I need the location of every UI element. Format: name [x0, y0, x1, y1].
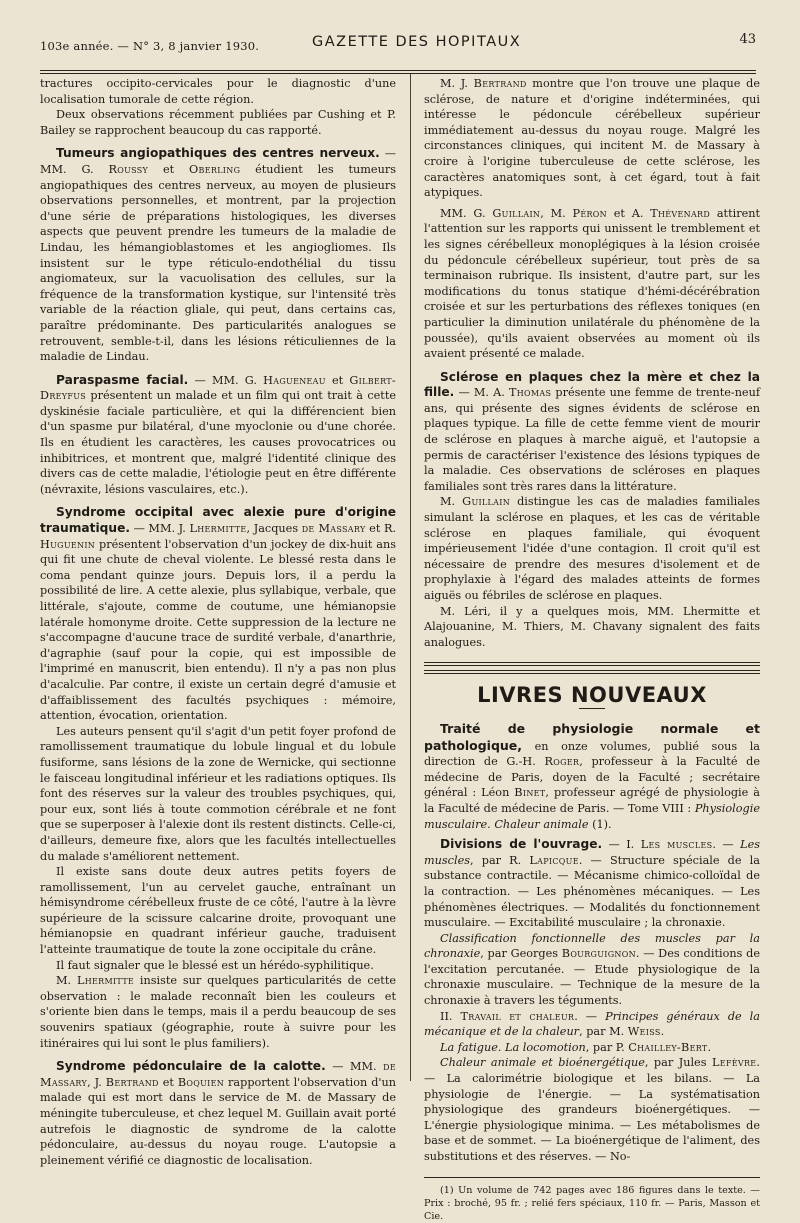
- paragraph: tractures occipito-cervicales pour le diagnostic d'une localisation tumorale de cette région.: [40, 77, 396, 106]
- paragraph: M. Lhermitte insiste sur quelques particularités de cette observation : le malade reconnaît bien les couleurs et s'oriente bien dans le temps, mais il a perdu beaucoup de ses souvenirs spatiaux (géographie, route à suivre pour les itinéraires qui lui sont le plus familiers).: [40, 974, 397, 1050]
- section-divider: [424, 662, 760, 674]
- author-name: Bertrand: [473, 77, 527, 90]
- column-divider: [410, 74, 411, 1081]
- author-name: Roger: [544, 755, 580, 769]
- footnote-rule: [424, 1177, 760, 1178]
- author-name: Huguenin: [40, 537, 96, 551]
- paragraph: Chaleur animale et bioénergétique, par Jules Lefèvre. — La calorimétrie biologique et les bilans. — La physiologie de l'énergie. — La systématisation physiologique des grandeurs bioénergétiques. — L'énergie physiologique minima. — Les métabolismes de base et de sommet. — La bioénergétique de l'aliment, des substitutions et des réserves. — No-: [424, 1056, 760, 1163]
- author-name: Lapicque: [529, 853, 579, 867]
- book-title: Traité de physiologie normale et pathologique,: [424, 720, 760, 753]
- section-syndrome-pedonculaire: Syndrome pédonculaire de la calotte. — MM. de Massary, J. Bertrand et Boquien rapportent l'observation d'un malade qui est mort dans le service de M. de Massary de méningite tuberculeuse, et chez lequel M. Guillain avait porté autrefois le diagnostic de syndrome de la calotte pédonculaire, au-dessus du noyau rouge. L'autopsie a pleinement vérifié ce diagnostic de localisation.: [40, 1059, 397, 1167]
- author-name: Hagueneau: [263, 373, 326, 387]
- author-name: Chailley-Bert: [628, 1040, 708, 1054]
- divisions-paragraph: Divisions de l'ouvrage. — I. Les muscles. — Les muscles, par R. Lapicque. — Structure spéciale de la substance contractile. — Mécanisme chimico-colloïdal de la contraction. — Les phénomènes mécaniques. — Les phénomènes électriques. — Modalités du fonctionnement musculaire. — Excitabilité musculaire ; la chronaxie.: [424, 837, 760, 930]
- author-name: Bertrand: [105, 1075, 159, 1089]
- author-name: Guillain: [492, 206, 541, 220]
- paragraph: La fatigue. La locomotion, par P. Chailley-Bert.: [440, 1040, 712, 1054]
- author-name: Binet: [514, 786, 546, 800]
- author-name: Péron: [572, 206, 607, 220]
- paragraph: MM. G. Guillain, M. Péron et A. Thévenard attirent l'attention sur les rapports qui unissent le tremblement et les signes cérébelleux monoplégiques à la lésion croisée du pédoncule cérébelleux supérieur, tout près de sa terminaison rubrique. Ils insistent, d'autre part, sur les modifications du tonus statique d'hémi-décérébration croisée et sur les perturbations des réflexes toniques (en particulier la diminution unilatérale du phénomène de la poussée), qu'ils avaient observées au moment où ils avaient présenté ce malade.: [424, 206, 760, 361]
- author-name: Guillain: [462, 495, 511, 509]
- section-heading: Sclérose en plaques chez la mère et chez la fille.: [424, 369, 760, 400]
- paragraph: Il existe sans doute deux autres petits foyers de ramollissement, l'un au cervelet gauche, entraînant un hémisyndrome cérébelleux fruste de ce côté, l'autre à la lèvre supérieure de la scissure calcarine droite, provoquant une hémianopsie en quadrant inférieur gauche, traduisent l'atteinte traumatique de toute la zone occipitale du crâne.: [40, 865, 396, 957]
- section-heading: Tumeurs angiopathiques des centres nerveux.: [56, 146, 380, 161]
- author-name: Thomas: [508, 386, 552, 400]
- paragraph: II. Travail et chaleur. — Principes généraux de la mécanique et de la chaleur, par M. Weiss.: [424, 1009, 760, 1039]
- book-entry: Traité de physiologie normale et pathologique, en onze volumes, publié sous la direction de G.-H. Roger, professeur à la Faculté de médecine de Paris, doyen de la Faculté ; secrétaire général : Léon Binet, professeur agrégé de physiologie à la Faculté de médecine de Paris. — Tome VIII : Physiologie musculaire. Chaleur animale (1).: [424, 720, 760, 831]
- section-heading: Divisions de l'ouvrage.: [440, 837, 603, 852]
- header-rule: [40, 70, 756, 71]
- author-name: Weiss: [627, 1025, 661, 1039]
- author-name: Lhermitte: [76, 974, 134, 988]
- journal-title: GAZETTE DES HOPITAUX: [312, 34, 522, 50]
- author-name: Lhermitte: [189, 522, 247, 536]
- paragraph: Les auteurs pensent qu'il s'agit d'un petit foyer profond de ramollissement traumatique du lobule lingual et du lobule fusiforme, sans lésions de la zone de Wernicke, qui sectionne le faisceau longitudinal inférieur et les radiations optiques. Ils font des réserves sur la valeur des troubles psychiques, qui, pour eux, sont liés à toute commotion cérébrale et ne font que se superposer à l'alexie dont ils restent distincts. Celle-ci, d'ailleurs, demeure fixe, alors que les facultés intellectuelles du malade s'améliorent nettement.: [40, 724, 396, 863]
- author-name: Oberling: [189, 162, 241, 176]
- section-paraspasme: Paraspasme facial. — MM. G. Hagueneau et Gilbert-Dreyfus présentent un malade et un film qui ont trait à cette dyskinésie faciale particulière, et qui la différencient bien d'un spasme pur bilatéral, d'une myoclonie ou d'une chorée. Ils en étudient les caractères, les causes provocatrices ou inhibitrices, et montrent que, malgré l'identité clinique des divers cas de cette maladie, l'étiologie peut en être différente (névraxite, lésions vasculaires, etc.).: [40, 372, 396, 496]
- right-column: [424, 76, 760, 1223]
- section-syndrome-occipital: Syndrome occipital avec alexie pure d'origine traumatique. — MM. J. Lhermitte, Jacques de Massary et R. Huguenin présentent l'observation d'un jockey de dix-huit ans qui fit une chute de cheval violente. Le blessé resta dans le coma pendant quinze jours. Depuis lors, il a perdu la possibilité de lire. A cette alexie, plus syllabique, verbale, que littérale, s'ajoute, comme de coutume, une hémianopsie latérale homonyme droite. Cette suppression de la lecture ne s'accompagne d'aucune trace de surdité verbale, d'anarthrie, d'agraphie (sauf pour la copie, qui est impossible de l'imprimé en manuscrit, bien entendu). Il n'y a pas non plus d'acalculie. Par contre, il existe un certain degré d'amusie et d'affaiblissement des facultés psychiques : mémoire, attention, évocation, orientation.: [40, 505, 396, 723]
- left-column: [40, 76, 396, 1168]
- author-name: de Massary: [301, 522, 366, 536]
- short-rule: [579, 708, 605, 709]
- paragraph: Deux observations récemment publiées par Cushing et P. Bailey se rapprochent beaucoup du cas rapporté.: [40, 108, 396, 137]
- author-name: Bourguignon: [561, 947, 636, 961]
- footnote: (1) Un volume de 742 pages avec 186 figures dans le texte. — Prix : broché, 95 fr. ; relié fers spéciaux, 110 fr. — Paris, Masson et Cie.: [424, 1184, 760, 1222]
- author-name: Gilbert-Dreyfus: [40, 373, 396, 403]
- livres-nouveaux-heading: LIVRES NOUVEAUX: [477, 683, 707, 708]
- author-name: de Massary: [40, 1060, 397, 1089]
- paragraph: M. Léri, il y a quelques mois, MM. Lhermitte et Alajouanine, M. Thiers, M. Chavany signalent des faits analogues.: [424, 604, 760, 649]
- section-sclerose-en-plaques: Sclérose en plaques chez la mère et chez la fille. — M. A. Thomas présente une femme de trente-neuf ans, qui présente des signes évidents de sclérose en plaques typique. La fille de cette femme vient de mourir de sclérose en plaques à marche aiguë, et l'autopsie a permis de caractériser l'existence des lésions typiques de la maladie. Ces observations de scléroses en plaques familiales sont très rares dans la littérature.: [424, 369, 761, 493]
- section-heading: Syndrome pédonculaire de la calotte.: [56, 1059, 326, 1074]
- author-name: Thévenard: [650, 206, 711, 220]
- paragraph: Classification fonctionnelle des muscles par la chronaxie, par Georges Bourguignon. — Des conditions de l'excitation percutanée. — Etude physiologique de la chronaxie musculaire. — Technique de la mesure de la chronaxie à travers les téguments.: [424, 931, 760, 1008]
- author-name: Boquien: [177, 1075, 225, 1089]
- paragraph: M. Guillain distingue les cas de maladies familiales simulant la sclérose en plaques, et les cas de véritable sclérose en plaques familiale, qui évoquent impérieusement l'idée d'une contagion. Il croit qu'il est nécessaire de prendre des mesures d'isolement et de prophylaxie à l'égard des malades atteints de formes aiguës ou fébriles de sclérose en plaques.: [424, 495, 761, 602]
- paragraph: M. J. Bertrand montre que l'on trouve une plaque de sclérose, de nature et d'origine indéterminées, qui intéresse le pédoncule cérébelleux supérieur immédiatement au-dessus du noyau rouge. Malgré les circonstances cliniques, qui incitent M. de Massary à croire à l'origine tuberculeuse de cette sclérose, les caractères anatomiques sont, à cet égard, tout à fait atypiques.: [424, 77, 760, 200]
- section-heading: Paraspasme facial.: [56, 372, 189, 387]
- author-name: Lefèvre: [711, 1056, 757, 1070]
- tome-title: Physiologie musculaire. Chaleur animale: [424, 801, 760, 831]
- header-rule-double: [40, 73, 756, 74]
- issue-info: 103e année. — N° 3, 8 janvier 1930.: [40, 39, 260, 53]
- section-tumeurs: Tumeurs angiopathiques des centres nerveux. — MM. G. Roussy et Oberling étudient les tumeurs angiopathiques des centres nerveux, au moyen de plusieurs observations personnelles, et montrent, par la projection d'une série de préparations histologiques, les diverses aspects que peuvent prendre les tumeurs de la maladie de Lindau, les hémangioblastomes et les angiogliomes. Ils insistent sur le type réticulo-endothélial du tissu angiomateux, sur la vacuolisation des cellules, sur la fréquence de la transformation kystique, sur l'intensité très variable de la réaction gliale, qui peut, dans certains cas, paraître prédominante. Des particularités analogues se retrouvent, semble-t-il, dans les lésions réticuliennes de la maladie de Lindau.: [40, 146, 397, 364]
- paragraph: Il faut signaler que le blessé est un hérédo-syphilitique.: [56, 958, 374, 972]
- page-number: 43: [739, 32, 756, 47]
- page-header: [40, 30, 756, 54]
- section-heading: Syndrome occipital avec alexie pure d'origine traumatique.: [40, 505, 396, 536]
- author-name: Roussy: [108, 162, 149, 176]
